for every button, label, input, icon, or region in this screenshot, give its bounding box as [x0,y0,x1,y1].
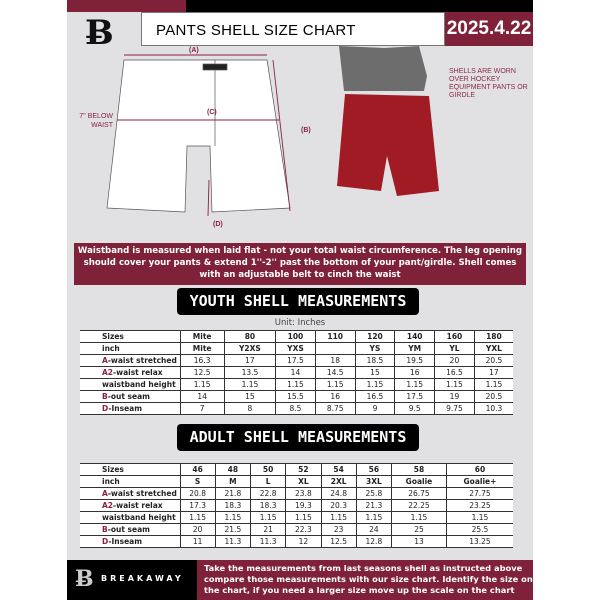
label-text: -waist relax [113,500,163,510]
table-cell: 24 [356,524,391,536]
table-cell: 26.75 [392,488,447,500]
table-cell: 9 [355,403,395,415]
row-label [80,355,180,367]
table-cell: 1.15 [395,379,435,391]
table-cell: 1.15 [251,512,286,524]
table-cell: 17.5 [276,355,316,367]
table-cell: 1.15 [224,379,275,391]
table-row [80,476,513,488]
table-cell: 23.8 [286,488,321,500]
table-row [80,343,513,355]
shell-note: SHELLS ARE WORN OVER HOCKEY EQUIPMENT PANTS OR GIRDLE [449,68,528,99]
table-cell: 9.5 [395,403,435,415]
table-cell: 18.3 [251,500,286,512]
table-cell: YS [355,343,395,355]
table-cell: Y2XS [224,343,275,355]
table-cell: 160 [435,331,475,343]
measure-letter: B [102,391,108,401]
label-a: (A) [189,47,199,54]
row-label [80,536,180,548]
table-cell: 1.15 [180,512,215,524]
measure-letter: D [102,403,109,413]
table-cell: 80 [224,331,275,343]
table-row [80,355,513,367]
table-cell: M [215,476,250,488]
label-b: (B) [301,127,311,134]
label-text: -out seam [107,524,150,534]
table-cell: 11.3 [215,536,250,548]
brand-name: BREAKAWAY [101,574,184,583]
top-accent-bar [67,0,186,12]
measure-letter: A2 [102,367,114,377]
measure-letter: A2 [102,500,114,510]
label-d: (D) [213,221,223,228]
row-label [80,488,180,500]
label-text: -out seam [107,391,150,401]
table-cell: 23.25 [446,500,513,512]
table-cell: 1.15 [315,379,355,391]
table-cell: 19.5 [395,355,435,367]
table-cell: 17.3 [180,500,215,512]
table-cell: 1.15 [474,379,513,391]
adult-title: ADULT SHELL MEASUREMENTS [177,424,419,451]
footer-logo: Ƀ [75,566,94,592]
table-cell: 9.75 [435,403,475,415]
measure-letter: D [102,536,109,546]
table-cell: 20.5 [474,391,513,403]
table-cell: 120 [355,331,395,343]
label-text: Sizes [102,331,124,341]
pants-photo [337,46,439,196]
table-cell: 10.3 [474,403,513,415]
table-cell: 12.5 [321,536,356,548]
measure-letter: B [102,524,108,534]
table-cell: 8.5 [276,403,316,415]
table-cell: 17 [224,355,275,367]
row-label [80,500,180,512]
table-cell: 16 [315,391,355,403]
table-cell: 1.15 [392,512,447,524]
table-cell: 27.75 [446,488,513,500]
table-cell: 50 [251,464,286,476]
table-cell: 52 [286,464,321,476]
measure-letter: A [102,488,108,498]
table-cell: 21.8 [215,488,250,500]
page-title: PANTS SHELL SIZE CHART [141,12,445,46]
table-cell: 13.5 [224,367,275,379]
youth-title: YOUTH SHELL MEASUREMENTS [177,288,419,315]
table-cell: 20.5 [474,355,513,367]
below-waist-label: 7'' BELOW WAIST [79,113,113,129]
shorts-drawing [107,60,290,212]
table-cell: 24.8 [321,488,356,500]
table-cell: 21 [251,524,286,536]
table-cell: 15 [355,367,395,379]
table-cell: 12 [286,536,321,548]
table-cell: 14.5 [315,367,355,379]
table-cell: Goalie [392,476,447,488]
table-cell: 17.5 [395,391,435,403]
row-label [80,512,180,524]
table-row [80,512,513,524]
label-text: waistband height [102,512,176,522]
table-cell: 8 [224,403,275,415]
table-cell: 16.3 [180,355,224,367]
table-cell: 19.3 [286,500,321,512]
table-row [80,403,513,415]
table-row [80,331,513,343]
table-row [80,524,513,536]
row-label [80,524,180,536]
table-cell: 54 [321,464,356,476]
youth-unit: Unit: Inches [274,318,326,328]
table-cell: XL [286,476,321,488]
table-cell: 1.15 [355,379,395,391]
table-cell: 1.15 [286,512,321,524]
footer-brand [67,560,197,600]
row-label [80,464,180,476]
table-cell: 46 [180,464,215,476]
table-cell: 20 [180,524,215,536]
label-text: -waist relax [113,367,163,377]
table-cell: 18 [315,355,355,367]
top-black-bar [186,0,533,12]
label-text: Sizes [102,464,124,474]
table-cell: 1.15 [321,512,356,524]
row-label [80,403,180,415]
table-cell: 7 [180,403,224,415]
row-label [80,343,180,355]
label-text: -waist stretched [107,488,177,498]
table-cell: 1.15 [276,379,316,391]
table-cell: S [180,476,215,488]
table-cell: 13 [392,536,447,548]
table-cell: 22.8 [251,488,286,500]
label-text: -Inseam [108,403,143,413]
table-cell: YM [395,343,435,355]
measure-letter: A [102,355,108,365]
table-cell: 1.15 [215,512,250,524]
table-cell: 16.5 [435,367,475,379]
table-cell: 20.3 [321,500,356,512]
table-cell: 19 [435,391,475,403]
table-cell: 18.5 [355,355,395,367]
table-cell: 1.15 [446,512,513,524]
table-row [80,500,513,512]
table-cell: 56 [356,464,391,476]
table-cell: 58 [392,464,447,476]
table-cell: 23 [321,524,356,536]
row-label [80,367,180,379]
row-label [80,476,180,488]
table-row [80,488,513,500]
table-cell: 18.3 [215,500,250,512]
size-chart-page [67,0,533,600]
table-cell: 15.5 [276,391,316,403]
table-cell: 22.25 [392,500,447,512]
row-label [80,391,180,403]
table-row [80,464,513,476]
table-cell: 20 [435,355,475,367]
table-cell: 1.15 [180,379,224,391]
youth-table [80,330,513,415]
measurement-info: Waistband is measured when laid flat - not your total waist circumference. The leg opening should cover your pants & extend 1''-2'' past the bottom of your pant/girdle. Shell comes with an adjustable belt to cinch the waist [74,243,526,285]
table-cell: 25 [392,524,447,536]
table-cell: YXS [276,343,316,355]
label-text: -Inseam [108,536,143,546]
table-cell: 16.5 [355,391,395,403]
table-cell: YL [435,343,475,355]
brand-logo: Ƀ [85,13,114,53]
table-cell: 11.3 [251,536,286,548]
table-cell: 1.15 [435,379,475,391]
table-cell: 20.8 [180,488,215,500]
table-cell [315,343,355,355]
adult-table [80,463,513,548]
label-text: inch [102,476,120,486]
table-cell: 21.5 [215,524,250,536]
table-row [80,379,513,391]
label-text: waistband height [102,379,176,389]
table-cell: 15 [224,391,275,403]
table-cell: 21.3 [356,500,391,512]
table-cell: 17 [474,367,513,379]
table-cell: 3XL [356,476,391,488]
table-cell: 2XL [321,476,356,488]
table-cell: YXL [474,343,513,355]
table-row [80,536,513,548]
table-cell: 1.15 [356,512,391,524]
table-cell: 12.8 [356,536,391,548]
table-cell: 25.5 [446,524,513,536]
date-badge: 2025.4.22 [445,12,533,46]
table-cell: 11 [180,536,215,548]
table-cell: 8.75 [315,403,355,415]
table-cell: 60 [446,464,513,476]
label-c: (C) [207,109,217,116]
table-cell: 25.8 [356,488,391,500]
table-row [80,367,513,379]
table-cell: Mite [180,331,224,343]
table-cell: 140 [395,331,435,343]
row-label [80,379,180,391]
table-cell: 100 [276,331,316,343]
row-label [80,331,180,343]
table-cell: 14 [276,367,316,379]
table-cell: 110 [315,331,355,343]
table-cell: 14 [180,391,224,403]
table-cell: 16 [395,367,435,379]
table-row [80,391,513,403]
table-cell: 180 [474,331,513,343]
table-cell: 22.3 [286,524,321,536]
label-text: inch [102,343,120,353]
table-cell: L [251,476,286,488]
table-cell: 13.25 [446,536,513,548]
table-cell: 48 [215,464,250,476]
label-text: -waist stretched [107,355,177,365]
table-cell: Mite [180,343,224,355]
table-cell: 12.5 [180,367,224,379]
table-cell: Goalie+ [446,476,513,488]
footer-instructions: Take the measurements from last seasons shell as instructed above compare those measurements with our size chart. Identify the size on the chart, if you need a larger size move up the scale on the chart [197,560,533,600]
